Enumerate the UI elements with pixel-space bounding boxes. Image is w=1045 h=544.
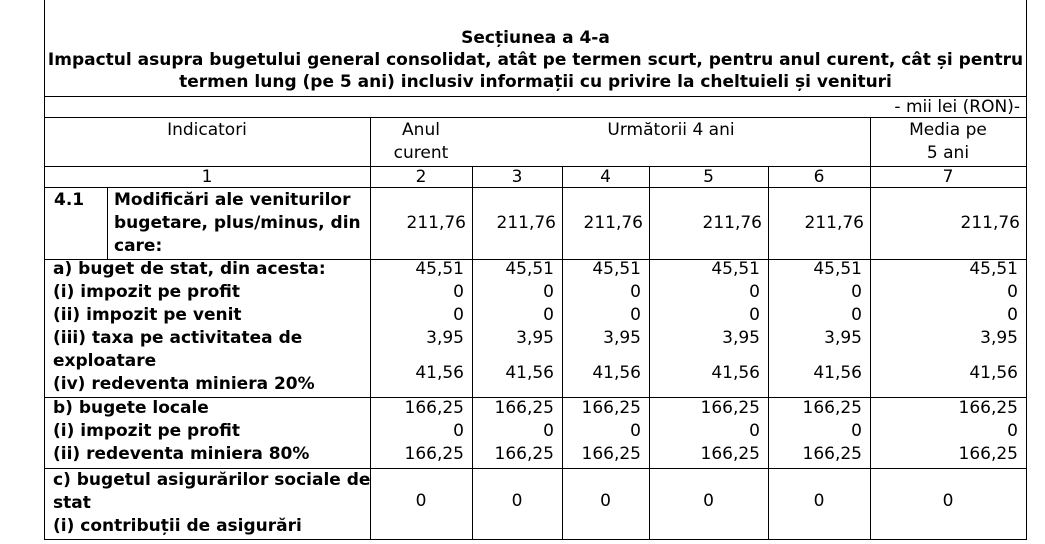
value-cell: 166,25 <box>404 398 464 418</box>
value-cell: 0 <box>543 282 554 302</box>
value-cell: 41,56 <box>505 363 554 383</box>
value-cell: 3,95 <box>824 328 862 348</box>
header-anul-curent-l2: curent <box>393 143 449 163</box>
value-cell: 166,25 <box>958 444 1018 464</box>
budget-impact-table <box>44 0 1027 540</box>
value-cell: 41,56 <box>813 363 862 383</box>
value-cell: 45,51 <box>415 259 464 279</box>
value-cell: 45,51 <box>813 259 862 279</box>
value-cell: 45,51 <box>592 259 641 279</box>
row-number: 4.1 <box>54 190 85 210</box>
column-number: 1 <box>201 167 213 187</box>
value-cell: 3,95 <box>516 328 554 348</box>
value-cell: 166,25 <box>700 398 760 418</box>
value-cell: 211,76 <box>804 213 864 233</box>
value-cell: 41,56 <box>592 363 641 383</box>
value-cell: 45,51 <box>711 259 760 279</box>
value-cell: 3,95 <box>426 328 464 348</box>
label-redeventa-80: (ii) redeventa miniera 80% <box>53 444 310 464</box>
column-number: 6 <box>813 167 825 187</box>
value-cell: 211,76 <box>406 213 466 233</box>
value-cell: 3,95 <box>722 328 760 348</box>
column-number: 5 <box>703 167 714 187</box>
value-cell: 45,51 <box>505 259 554 279</box>
value-cell: 0 <box>543 421 554 441</box>
column-number: 3 <box>511 167 523 187</box>
value-cell: 0 <box>749 282 760 302</box>
value-cell: 41,56 <box>711 363 760 383</box>
value-cell: 166,25 <box>581 444 641 464</box>
row-label: care: <box>114 236 163 256</box>
subtitle-line-2: termen lung (pe 5 ani) inclusiv informații cu privire la cheltuieli și venituri <box>179 72 892 92</box>
value-cell: 3,95 <box>603 328 641 348</box>
label-stat: stat <box>53 493 91 513</box>
value-cell: 166,25 <box>700 444 760 464</box>
value-cell: 0 <box>851 305 862 325</box>
value-cell: 166,25 <box>802 398 862 418</box>
value-cell: 0 <box>453 305 464 325</box>
column-number: 7 <box>942 167 954 187</box>
header-media-l2: 5 ani <box>926 143 970 163</box>
value-cell: 45,51 <box>969 259 1018 279</box>
value-cell: 0 <box>851 421 862 441</box>
label-taxa-activitate: (iii) taxa pe activitatea de <box>53 328 303 348</box>
value-cell: 0 <box>749 305 760 325</box>
row-label: bugetare, plus/minus, din <box>114 213 361 233</box>
value-cell: 0 <box>630 421 641 441</box>
value-cell: 0 <box>851 282 862 302</box>
line <box>107 187 108 259</box>
value-cell: 0 <box>813 491 825 511</box>
section-title: Secțiunea a 4-a <box>461 28 610 48</box>
header-indicatori: Indicatori <box>167 120 247 140</box>
value-cell: 0 <box>600 491 611 511</box>
label-bugete-locale: b) bugete locale <box>53 398 209 418</box>
label-impozit-profit: (i) impozit pe profit <box>53 421 241 441</box>
value-cell: 0 <box>543 305 554 325</box>
value-cell: 41,56 <box>969 363 1018 383</box>
value-cell: 0 <box>630 305 641 325</box>
label-buget-de-stat: a) buget de stat, din acesta: <box>53 259 326 279</box>
value-cell: 0 <box>511 491 523 511</box>
value-cell: 166,25 <box>581 398 641 418</box>
value-cell: 0 <box>415 491 427 511</box>
value-cell: 0 <box>453 421 464 441</box>
value-cell: 0 <box>453 282 464 302</box>
column-number: 4 <box>600 167 611 187</box>
line <box>44 539 1027 540</box>
header-media-l1: Media pe <box>909 120 987 140</box>
label-asigurari-sociale: c) bugetul asigurărilor sociale de <box>53 470 371 490</box>
label-impozit-venit: (ii) impozit pe venit <box>53 305 242 325</box>
value-cell: 0 <box>749 421 760 441</box>
value-cell: 211,76 <box>496 213 556 233</box>
value-cell: 211,76 <box>702 213 762 233</box>
label-exploatare: exploatare <box>53 351 157 371</box>
value-cell: 0 <box>942 491 954 511</box>
header-anul-curent-l1: Anul <box>402 120 440 140</box>
value-cell: 166,25 <box>802 444 862 464</box>
label-contributii: (i) contribuții de asigurări <box>53 516 302 536</box>
value-cell: 0 <box>1007 305 1018 325</box>
label-redeventa-20: (iv) redeventa miniera 20% <box>53 374 315 394</box>
row-label: Modificări ale veniturilor <box>114 190 351 210</box>
value-cell: 166,25 <box>494 398 554 418</box>
value-cell: 211,76 <box>583 213 643 233</box>
value-cell: 0 <box>1007 282 1018 302</box>
value-cell: 0 <box>1007 421 1018 441</box>
value-cell: 166,25 <box>404 444 464 464</box>
value-cell: 166,25 <box>494 444 554 464</box>
value-cell: 0 <box>703 491 714 511</box>
value-cell: 41,56 <box>415 363 464 383</box>
column-number: 2 <box>415 167 427 187</box>
unit-label: - mii lei (RON)- <box>894 97 1020 117</box>
value-cell: 0 <box>630 282 641 302</box>
value-cell: 3,95 <box>980 328 1018 348</box>
label-impozit-profit: (i) impozit pe profit <box>53 282 241 302</box>
header-urmatorii-4-ani: Următorii 4 ani <box>607 120 735 140</box>
subtitle-line-1: Impactul asupra bugetului general consolidat, atât pe termen scurt, pentru anul curent, cât și pentru <box>47 50 1024 70</box>
value-cell: 166,25 <box>958 398 1018 418</box>
value-cell: 211,76 <box>960 213 1020 233</box>
